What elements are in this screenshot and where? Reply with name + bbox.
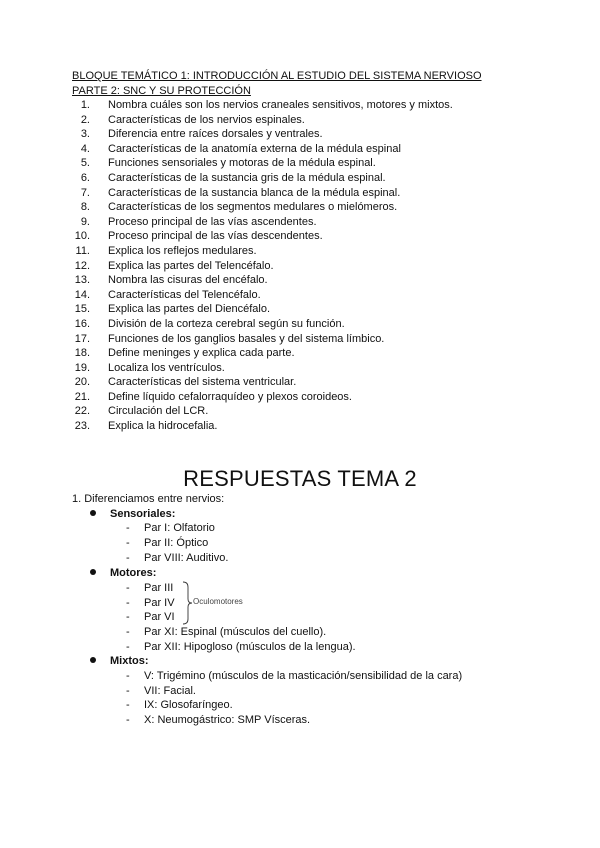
- sub-item: - Par VI: [126, 611, 175, 623]
- question-text: Nombra cuáles son los nervios craneales sensitivos, motores y mixtos.: [108, 99, 453, 111]
- sub-item: - Par I: Olfatorio: [126, 522, 215, 534]
- block-title-line-1: BLOQUE TEMÁTICO 1: INTRODUCCIÓN AL ESTUDIO DEL SISTEMA NERVIOSO: [72, 70, 482, 82]
- sub-item-text: Par I: Olfatorio: [144, 522, 215, 534]
- question-text: Características del sistema ventricular.: [108, 376, 297, 389]
- question-text: Explica las partes del Telencéfalo.: [108, 259, 274, 272]
- sub-item-text: Par II: Óptico: [144, 537, 209, 549]
- question-number: 20.: [74, 376, 90, 389]
- sub-item: - IX: Glosofaríngeo.: [126, 699, 233, 711]
- block-title: [72, 69, 482, 98]
- sub-item-text: Par VI: [144, 611, 175, 623]
- sub-item: - X: Neumogástrico: SMP Vísceras.: [126, 714, 311, 726]
- category-sensoriales: [90, 507, 175, 521]
- question-text: Localiza los ventrículos.: [108, 361, 225, 374]
- question-number: 10.: [74, 230, 90, 243]
- sub-item-text: X: Neumogástrico: SMP Vísceras.: [144, 714, 311, 726]
- question-number: 17.: [74, 332, 90, 345]
- question-text: Explica la hidrocefalia.: [108, 420, 218, 433]
- question-number: 16.: [74, 317, 90, 330]
- sub-item: - Par XI: Espinal (músculos del cuello).: [126, 626, 327, 638]
- sub-item-text: Par IV: [144, 597, 175, 609]
- question-number: 14.: [74, 288, 90, 301]
- sub-item: - Par XII: Hipogloso (músculos de la lengua).: [126, 641, 356, 653]
- question-number: 18.: [74, 347, 90, 360]
- answer-1-intro: 1. Diferenciamos entre nervios:: [72, 493, 225, 505]
- question-text: Funciones sensoriales y motoras de la médula espinal.: [108, 157, 376, 170]
- question-text: Diferencia entre raíces dorsales y ventrales.: [108, 128, 323, 141]
- oculomotores-label: Oculomotores: [193, 597, 243, 606]
- bullet-icon: [90, 510, 96, 516]
- sub-item: - V: Trigémino (músculos de la masticación/sensibilidad de la cara): [126, 670, 463, 682]
- answers-title: RESPUESTAS TEMA 2: [183, 466, 417, 491]
- question-text: Características de los nervios espinales.: [108, 113, 305, 126]
- category-mixtos: [90, 654, 149, 668]
- sub-item-text: Par III: [144, 582, 174, 594]
- question-number: 12.: [74, 259, 90, 272]
- question-text: División de la corteza cerebral según su función.: [108, 317, 345, 330]
- question-number: 1.: [80, 99, 90, 111]
- question-number: 7.: [80, 186, 90, 199]
- sub-item: - Par III: [126, 582, 174, 594]
- question-text: Explica los reflejos medulares.: [108, 244, 257, 257]
- question-number: 21.: [74, 390, 90, 403]
- question-text: Características de la sustancia blanca de la médula espinal.: [108, 186, 401, 199]
- block-title-line-2: PARTE 2: SNC Y SU PROTECCIÓN: [72, 84, 251, 97]
- question-text: Circulación del LCR.: [108, 405, 209, 418]
- sub-item: - VII: Facial.: [126, 685, 196, 697]
- sub-item-text: Par XII: Hipogloso (músculos de la lengua).: [144, 641, 356, 653]
- category-label: Sensoriales:: [110, 508, 176, 520]
- sub-item-text: VII: Facial.: [144, 685, 196, 697]
- question-number: 9.: [80, 215, 90, 228]
- category-motores: [90, 566, 156, 580]
- question-text: Proceso principal de las vías ascendentes.: [108, 215, 317, 228]
- question-text: Funciones de los ganglios basales y del sistema límbico.: [108, 332, 385, 345]
- bullet-icon: [90, 569, 96, 575]
- category-label: Motores:: [110, 567, 157, 579]
- question-text: Nombra las cisuras del encéfalo.: [108, 274, 268, 287]
- question-number: 13.: [74, 274, 90, 287]
- question-text: Características de los segmentos medulares o mielómeros.: [108, 201, 398, 214]
- sub-item: - Par II: Óptico: [126, 537, 209, 549]
- category-label: Mixtos:: [110, 655, 149, 667]
- sub-item: - Par IV: [126, 597, 175, 609]
- sub-item-text: V: Trigémino (músculos de la masticación/sensibilidad de la cara): [144, 670, 463, 682]
- question-number: 6.: [80, 171, 90, 184]
- question-text: Explica las partes del Diencéfalo.: [108, 303, 271, 316]
- question-text: Define líquido cefalorraquídeo y plexos coroideos.: [108, 390, 352, 403]
- sub-item: - Par VIII: Auditivo.: [126, 552, 229, 564]
- sub-item-text: Par XI: Espinal (músculos del cuello).: [144, 626, 327, 638]
- question-text: Define meninges y explica cada parte.: [108, 347, 295, 360]
- sub-item-text: IX: Glosofaríngeo.: [144, 699, 233, 711]
- question-number: 19.: [74, 361, 90, 374]
- question-number: 15.: [74, 303, 90, 316]
- question-number: 22.: [74, 405, 90, 418]
- bullet-icon: [90, 657, 96, 663]
- question-text: Características del Telencéfalo.: [108, 288, 261, 301]
- question-number: 8.: [80, 201, 90, 214]
- question-text: Proceso principal de las vías descendentes.: [108, 230, 323, 243]
- sub-item-text: Par VIII: Auditivo.: [144, 552, 229, 564]
- question-text: Características de la anatomía externa de la médula espinal: [108, 142, 401, 155]
- question-number: 23.: [74, 420, 90, 433]
- question-number: 11.: [75, 244, 90, 257]
- question-number: 3.: [80, 128, 90, 141]
- question-number: 4.: [80, 142, 90, 155]
- question-number: 5.: [80, 157, 90, 170]
- question-text: Características de la sustancia gris de la médula espinal.: [108, 171, 386, 184]
- question-number: 2.: [80, 113, 90, 126]
